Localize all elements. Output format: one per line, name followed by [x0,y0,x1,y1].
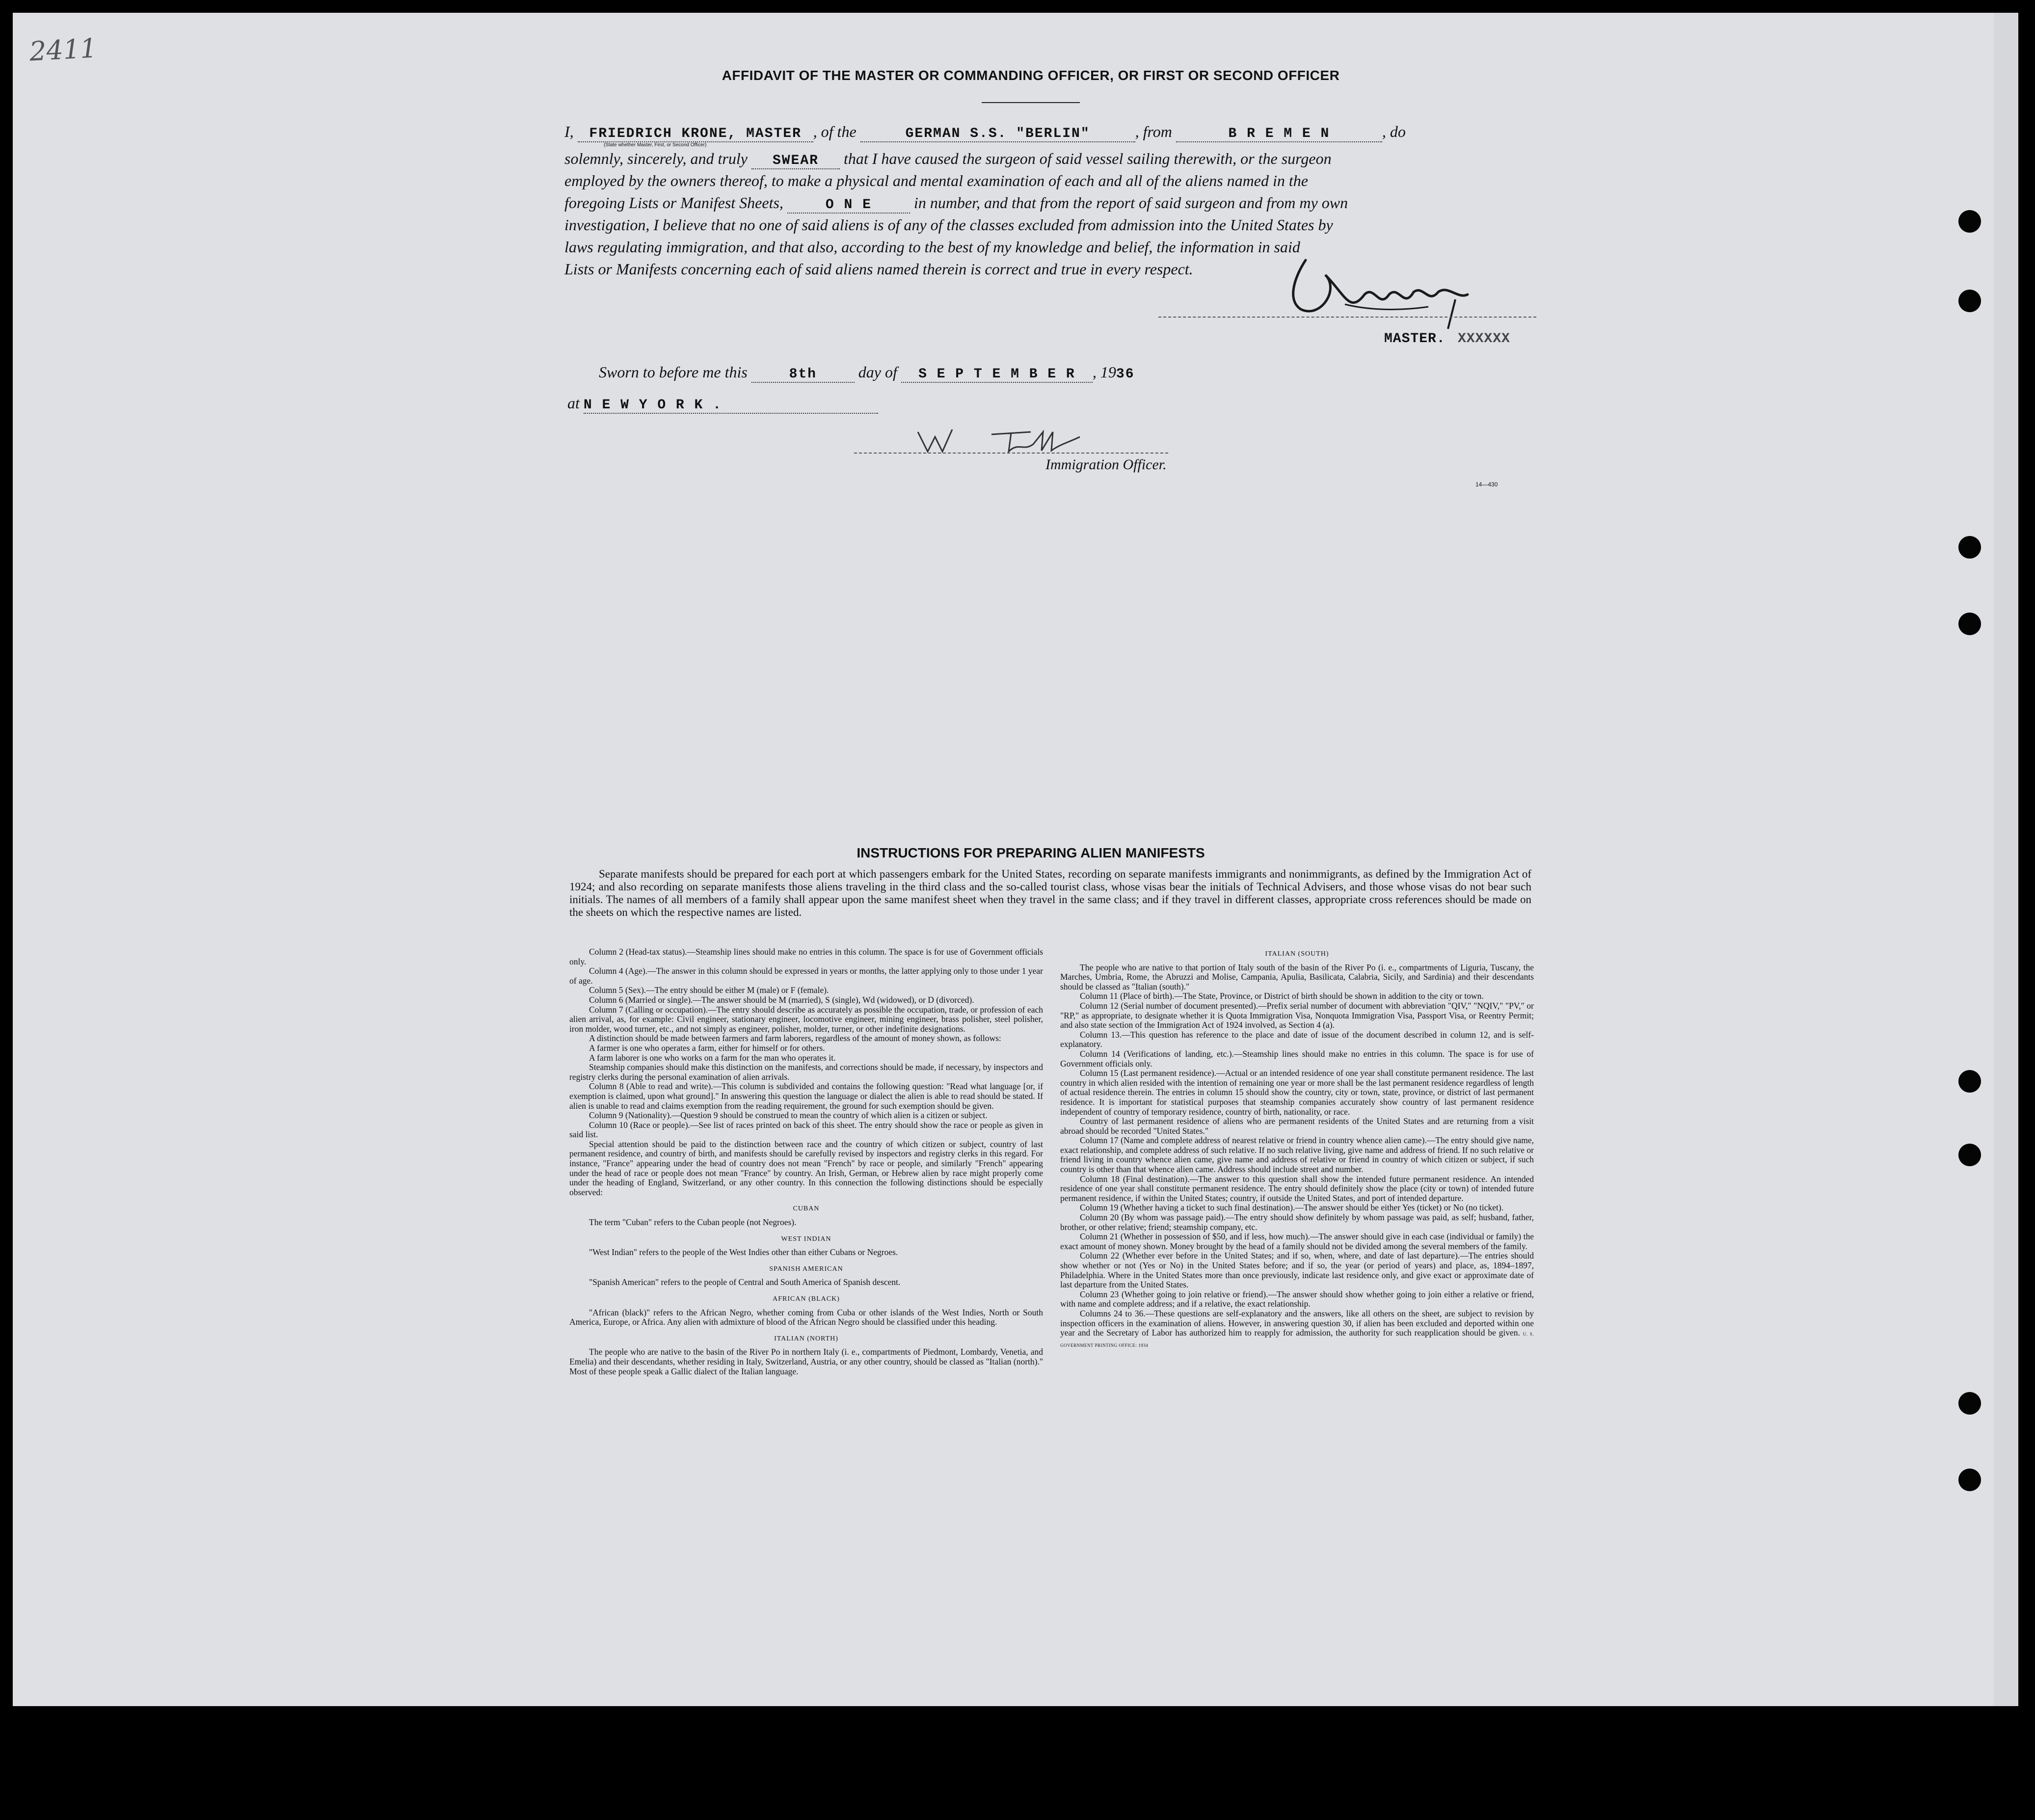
punch-hole [1958,210,1981,233]
master-signature-line [1158,317,1536,319]
immigration-officer-label: Immigration Officer. [1045,456,1167,473]
instruction-paragraph: Column 10 (Race or people).—See list of races printed on back of this sheet. The entry should show the race or people as given in said list. [569,1120,1043,1140]
sworn-year: 36 [1116,367,1135,382]
instructions-title: INSTRUCTIONS FOR PREPARING ALIEN MANIFESTS [857,845,1205,860]
sworn-line: Sworn to before me this 8th day of S E P T E M B E R , 1936 [599,363,1135,382]
instruction-paragraph: Column 23 (Whether going to join relative or friend).—The answer should show whether going to join either a relative or friend, with name and complete address; and if a relative, the exact relationship. [1060,1289,1534,1309]
instruction-paragraph: Column 7 (Calling or occupation).—The entry should describe as accurately as possible the occupation, trade, or profession of each alien arrival, as, for example: Civil engineer, stationary engineer, locomotive engineer, mining engineer, brass polisher, steel polisher, iron molder, wood turner, etc., and not simply as engineer, polisher, molder, turner, or other indefinite designations. [569,1004,1043,1034]
sworn-month-field: S E P T E M B E R [901,367,1093,383]
instructions-intro: Separate manifests should be prepared for each port at which passengers embark for the United States, recording on separate manifests immigrants and nonimmigrants, as defined by the Immigration Act of 1924; and also recording on separate manifests those aliens traveling in the third class and the so-called tourist class, whose visas bear the initials of Technical Advisers, and those whose visas do not bear such initials. The names of all members of a family shall appear upon the same manifest sheet when they travel in the same class; and if they travel in different classes, appropriate cross references should be made on the sheets on which the respective names are listed. [569,868,1531,918]
printer-credit: U. S. GOVERNMENT PRINTING OFFICE: 1934 [1060,1332,1534,1348]
punch-hole [1958,1144,1981,1166]
rank-note: (State whether Master, First, or Second Officer) [604,142,707,148]
affidavit-line-6: laws regulating immigration, and that also, according to the best of my knowledge and belief, the information in said [564,238,1300,256]
instruction-paragraph: The term "Cuban" refers to the Cuban people (not Negroes). [589,1217,797,1228]
master-signature [1266,245,1522,344]
instruction-paragraph: Column 18 (Final destination).—The answer to this question shall show the intended future permanent residence. An intended residence of one year shall constitute permanent residence. The entry should definitely show the place (city or town) of intended future permanent residence, if within the United States; country, if outside the United States, and port of intended departure. [1060,1174,1534,1203]
punch-hole [1958,1469,1981,1491]
instruction-paragraph: Column 11 (Place of birth).—The State, Province, or District of birth should be shown in addition to the city or town. [1080,991,1484,1001]
struck-officer-title: XXXXXX [1458,331,1510,347]
affidavit-line-5: investigation, I believe that no one of said aliens is of any of the classes excluded from admission into the United States by [564,216,1333,234]
instruction-paragraph: Column 20 (By whom was passage paid).—The entry should show definitely by whom passage was paid, as self; husband, father, brother, or other relative; friend; steamship company, etc. [1060,1212,1534,1232]
vessel-field: GERMAN S.S. "BERLIN" [860,126,1135,142]
section-heading-cuban: CUBAN [793,1205,820,1213]
instruction-paragraph: The people who are native to that portion of Italy south of the basin of the River Po (i. e., compartments of Liguria, Tuscany, the Marches, Umbria, Rome, the Abruzzi and Molise, Campania, Apulia, Basilicata, Calabria, Sicily, and Sardinia) and their descendants should be classed as "Italian (south)." [1060,962,1534,991]
master-title: MASTER. [1384,331,1446,347]
form-number: 14—430 [1475,481,1498,488]
section-heading-african: AFRICAN (BLACK) [773,1295,840,1303]
section-heading-italian-south: ITALIAN (SOUTH) [1265,950,1329,958]
place-field: N E W Y O R K . [584,398,878,414]
master-name-field: FRIEDRICH KRONE, MASTER [578,126,813,142]
affidavit-title: AFFIDAVIT OF THE MASTER OR COMMANDING OFFICER, OR FIRST OR SECOND OFFICER [722,68,1340,83]
place-line: at N E W Y O R K . [567,395,1490,414]
sworn-day-field: 8th [751,367,855,383]
sheet-count-field: O N E [787,197,910,214]
affidavit-line-7: Lists or Manifests concerning each of said aliens named therein is correct and true in every respect. [564,260,1193,278]
section-heading-spanish-american: SPANISH AMERICAN [769,1265,843,1273]
instruction-paragraph: Column 8 (Able to read and write).—This column is subdivided and contains the following question: "Read what language [or, if exemption is claimed, upon what ground]." In answering this question the language or dialect the alien is able to read should be stated. If alien is unable to read and claims exemption from the reading requirement, the ground for such exemption should be given. [569,1081,1043,1111]
instruction-paragraph: "African (black)" refers to the African Negro, whether coming from Cuba or other islands of the West Indies, North or South America, Europe, or Africa. Any alien with admixture of blood of the African Negro should be classified under this heading. [569,1307,1043,1327]
corner-annotation: 2411 [28,32,98,67]
instruction-paragraph: Column 15 (Last permanent residence).—Actual or an intended residence of one year shall constitute permanent residence. The last country in which alien resided with the intention of remaining one year or more shall be the last permanent residence regardless of length of actual residence therein. The entries in column 15 should show the country, city or town, state, province, or district of last permanent residence. It is important for statistical purposes that steamship companies accurately show country of last permanent residence independent of country of temporary residence, country of birth, nationality, or race. [1060,1068,1534,1117]
punch-hole [1958,1070,1981,1093]
instruction-paragraph: Column 4 (Age).—The answer in this column should be expressed in years or months, the latter applying only to those under 1 year of age. [569,966,1043,986]
officer-signature-line [854,453,1168,455]
instruction-paragraph: Steamship companies should make this distinction on the manifests, and corrections should be made, if necessary, by inspectors and registry clerks during the personal examination of alien arrivals. [569,1062,1043,1082]
instructions-right-column [1060,949,1534,1350]
punch-hole [1958,536,1981,559]
instruction-paragraph: Column 9 (Nationality).—Question 9 should be construed to mean the country of which alien is a citizen or subject. [589,1110,988,1121]
instruction-paragraph: "Spanish American" refers to the people of Central and South America of Spanish descent. [589,1277,901,1287]
page-edge-strip [1994,13,2018,1706]
instruction-paragraph: A farm laborer is one who works on a farm for the man who operates it. [589,1052,836,1063]
instruction-paragraph: Column 14 (Verifications of landing, etc.).—Steamship lines should make no entries in this column. The space is for use of Government officials only. [1060,1048,1534,1069]
instruction-paragraph: "West Indian" refers to the people of the West Indies other than either Cubans or Negroes. [589,1247,898,1258]
oath-field: SWEAR [751,153,840,169]
instruction-paragraph: Column 2 (Head-tax status).—Steamship lines should make no entries in this column. The space is for use of Government officials only. [569,947,1043,966]
instruction-paragraph: Country of last permanent residence of aliens who are permanent residents of the United States and are returning from a visit abroad should be recorded "United States." [1060,1116,1534,1136]
instruction-paragraph: Column 5 (Sex).—The entry should be either M (male) or F (female). [589,985,829,995]
punch-hole [1958,1392,1981,1415]
instruction-paragraph: Special attention should be paid to the distinction between race and the country of which citizen or subject, country of last permanent residence, and country of birth, and manifests should be carefully revised by inspectors and registry clerks in this regard. For instance, "France" appearing under the head of country does not mean "French" by race or people, and similarly "French" appearing under the head of race or people does not mean "France" by country. An Irish, German, or Hebrew alien by race might properly come under the heading of England, Switzerland, or any other country. In this connection the following distinctions should be especially observed: [569,1139,1043,1197]
punch-hole [1958,290,1981,312]
section-heading-italian-north: ITALIAN (NORTH) [774,1335,838,1342]
instruction-paragraph: A farmer is one who operates a farm, either for himself or for others. [589,1043,825,1053]
affidavit-line-4: foregoing Lists or Manifest Sheets, O N E in number, and that from the report of said surgeon and from my own [564,194,1348,213]
instruction-paragraph [1060,1309,1534,1350]
instruction-paragraph: Column 19 (Whether having a ticket to such final destination).—The answer should be either Yes (ticket) or No (no ticket). [1080,1203,1504,1213]
section-heading-west-indian: WEST INDIAN [781,1235,831,1243]
instructions-left-column [569,947,1043,1376]
instruction-paragraph: Column 6 (Married or single).—The answer should be M (married), S (single), Wd (widowed), or D (divorced). [589,994,974,1005]
port-field: B R E M E N [1176,126,1382,142]
affidavit-line-3: employed by the owners thereof, to make a physical and mental examination of each and all of the aliens named in the [564,172,1308,189]
instruction-text: Columns 24 to 36.—These questions are self-explanatory and the answers, like all others on the sheet, are subject to revision by inspection officers in the examination of aliens. However, in answering question 30, if alien has been excluded and deported within one year and the Secretary of Labor has authorized him to reapply for admission, the authority for such reapplication should be given. [1060,1308,1534,1338]
instruction-paragraph: Column 13.—This question has reference to the place and date of issue of the document described in column 12, and is self-explanatory. [1060,1029,1534,1049]
instruction-paragraph: Column 17 (Name and complete address of nearest relative or friend in country whence alien came).—The entry should give name, exact relationship, and complete address of such relative. If no such relative living, give name and address of friend. If no such relative or friend living in country whence alien came, give name and address of relative or friend in country of which citizen or subject, if such country is other than that whence alien came. Address should include street and number. [1060,1135,1534,1175]
instruction-paragraph: A distinction should be made between farmers and farm laborers, regardless of the amount of money shown, as follows: [589,1033,1001,1044]
affidavit-line-1: I, FRIEDRICH KRONE, MASTER , of the GERMAN S.S. "BERLIN" , from B R E M E N , do [564,123,1406,141]
title-rule [982,102,1080,103]
punch-hole [1958,613,1981,635]
instruction-paragraph: Column 21 (Whether in possession of $50, and if less, how much).—The answer should give in each case (individual or family) the exact amount of money shown. Money brought by the head of a family should not be divided among the several members of the family. [1060,1231,1534,1251]
instruction-paragraph: Column 12 (Serial number of document presented).—Prefix serial number of document with abbreviation "QIV," "NQIV," "PV," or "RP," as appropriate, to designate whether it is Quota Immigration Visa, Nonquota Immigration Visa, Passport Visa, or Reentry Permit; and also state section of the Immigration Act of 1924 involved, as Section 4 (a). [1060,1000,1534,1030]
instruction-paragraph: Column 22 (Whether ever before in the United States; and if so, when, where, and date of last departure).—The entries should show whether or not (Yes or No) in the United States before; and if so, the year (or period of years) and place, as, 1894–1897, Philadelphia. Where in the United States more than once previously, indicate last residence only, and give exact or approximate date of last departure from the United States. [1060,1251,1534,1290]
officer-signature [913,422,1099,461]
instruction-paragraph: The people who are native to the basin of the River Po in northern Italy (i. e., compartments of Piedmont, Lombardy, Venetia, and Emelia) and their descendants, whether residing in Italy, Switzerland, Austria, or any other country, should be classed as "Italian (north)." Most of these people speak a Gallic dialect of the Italian language. [569,1347,1043,1376]
affidavit-line-2: solemnly, sincerely, and truly SWEAR that I have caused the surgeon of said vessel sailing therewith, or the surgeon [564,150,1332,168]
